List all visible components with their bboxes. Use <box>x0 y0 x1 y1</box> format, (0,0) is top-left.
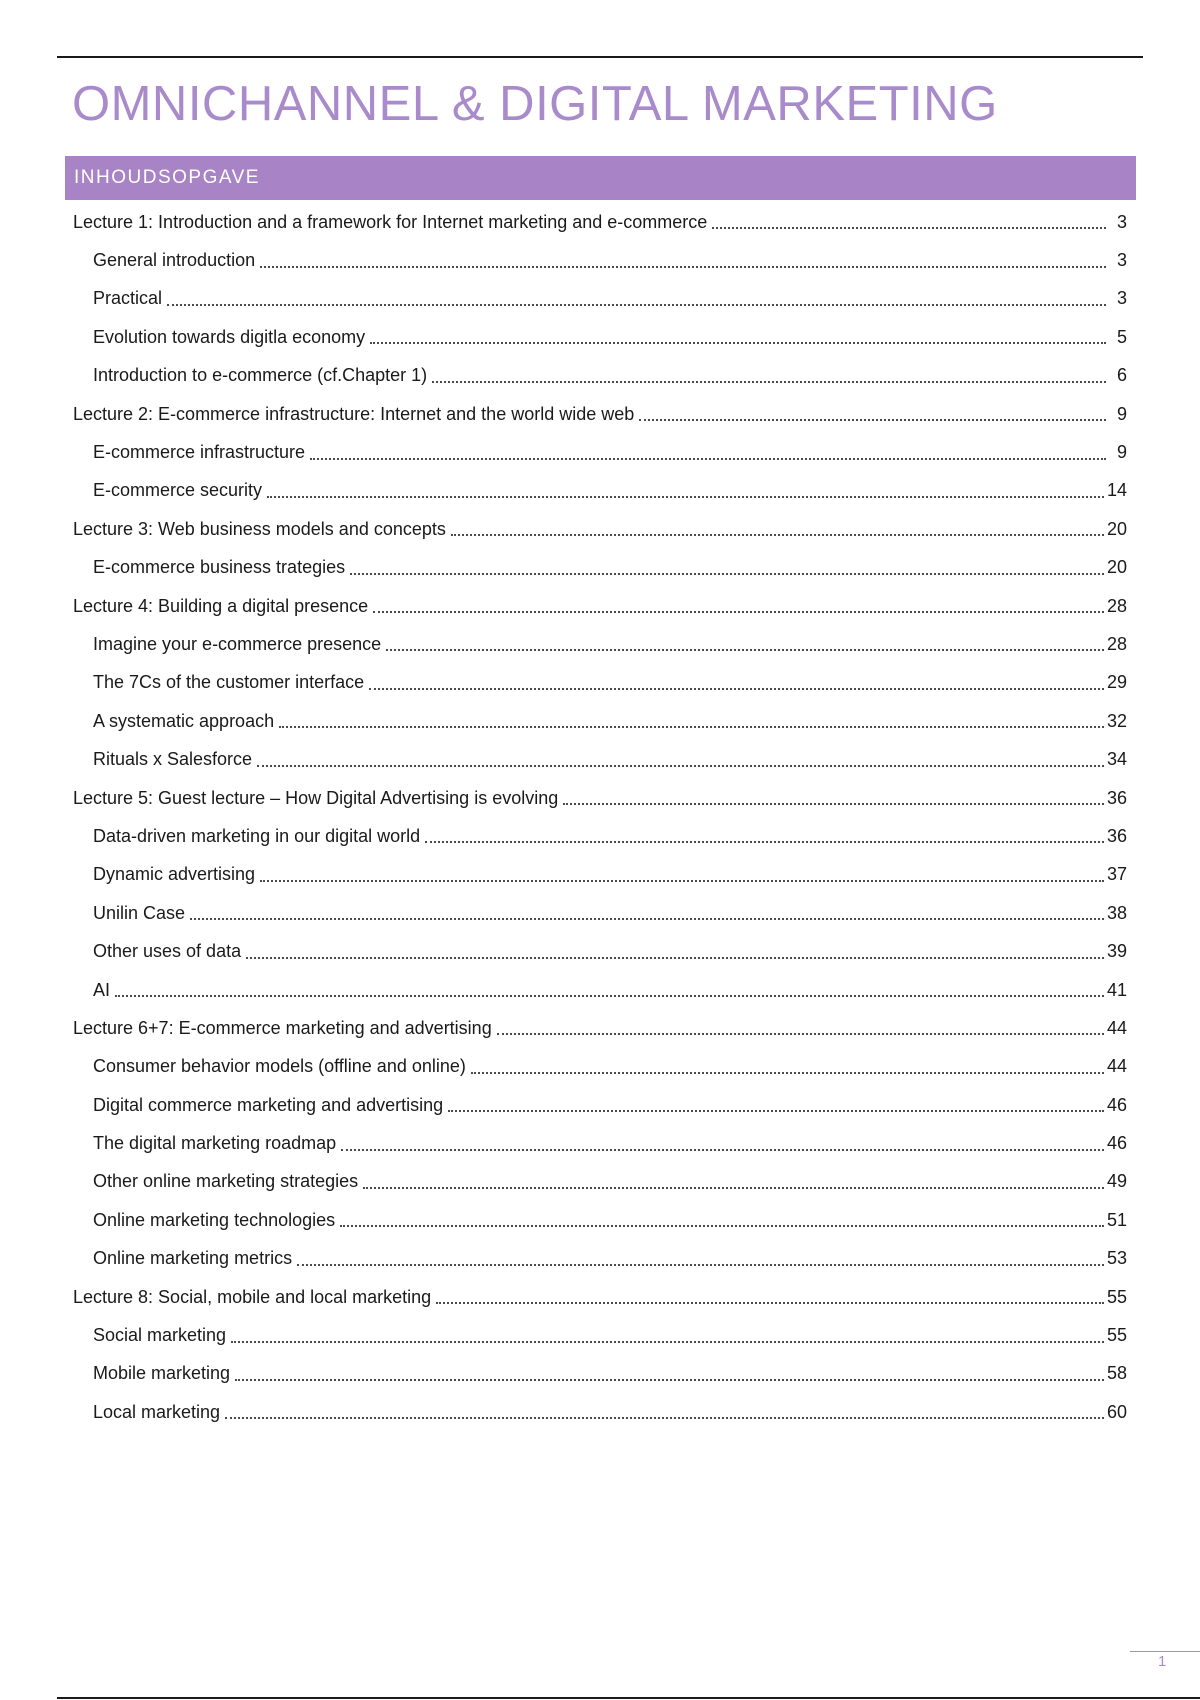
top-rule <box>57 56 1143 58</box>
toc-entry-title: The digital marketing roadmap <box>93 1133 337 1154</box>
toc-entry-section[interactable] <box>73 472 1127 510</box>
toc-entry-section[interactable] <box>73 1086 1127 1124</box>
toc-dot-leader <box>563 803 1104 805</box>
toc-entry-section[interactable] <box>73 433 1127 471</box>
toc-dot-leader <box>448 1110 1104 1112</box>
toc-dot-leader <box>167 304 1106 306</box>
toc-entry-page: 34 <box>1106 749 1127 770</box>
toc-entry-page: 58 <box>1106 1363 1127 1384</box>
toc-entry-page: 3 <box>1116 250 1127 271</box>
toc-entry-title: Online marketing metrics <box>93 1248 293 1269</box>
toc-entry-section[interactable] <box>73 894 1127 932</box>
document-title: OMNICHANNEL & DIGITAL MARKETING <box>72 77 998 131</box>
toc-entry-title: E-commerce infrastructure <box>93 442 306 463</box>
toc-entry-section[interactable] <box>73 702 1127 740</box>
toc-entry-page: 38 <box>1106 902 1127 923</box>
toc-entry-section[interactable] <box>73 1124 1127 1162</box>
toc-entry-page: 28 <box>1106 633 1127 654</box>
toc-dot-leader <box>279 726 1104 728</box>
toc-entry-section[interactable] <box>73 318 1127 356</box>
toc-entry-page: 20 <box>1106 557 1127 578</box>
toc-entry-page: 53 <box>1106 1248 1127 1269</box>
toc-entry-page: 14 <box>1106 480 1127 501</box>
toc-entry-page: 9 <box>1116 442 1127 463</box>
toc-entry-title: Introduction to e-commerce (cf.Chapter 1) <box>93 365 428 386</box>
toc-entry-title: Online marketing technologies <box>93 1209 336 1230</box>
toc-entry-page: 51 <box>1106 1209 1127 1230</box>
toc-entry-section[interactable] <box>73 625 1127 663</box>
toc-entry-title: Imagine your e-commerce presence <box>93 633 382 654</box>
toc-entry-page: 46 <box>1106 1094 1127 1115</box>
toc-dot-leader <box>225 1417 1104 1419</box>
toc-entry-section[interactable] <box>73 932 1127 970</box>
toc-dot-leader <box>115 995 1104 997</box>
toc-entry-section[interactable] <box>73 1316 1127 1354</box>
toc-dot-leader <box>471 1072 1104 1074</box>
toc-entry-section[interactable] <box>73 817 1127 855</box>
toc-entry-title: Lecture 5: Guest lecture – How Digital Advertising is evolving <box>73 787 559 808</box>
toc-entry-page: 5 <box>1116 326 1127 347</box>
toc-entry-section[interactable] <box>73 549 1127 587</box>
toc-entry-title: Lecture 4: Building a digital presence <box>73 595 369 616</box>
toc-entry-title: Lecture 6+7: E-commerce marketing and advertising <box>73 1017 492 1038</box>
table-of-contents <box>73 203 1127 1432</box>
toc-entry-section[interactable] <box>73 1201 1127 1239</box>
toc-entry-lecture[interactable] <box>73 587 1127 625</box>
toc-entry-title: E-commerce business trategies <box>93 557 346 578</box>
toc-header-bar <box>65 156 1136 200</box>
toc-entry-title: Local marketing <box>93 1401 221 1422</box>
toc-entry-title: Lecture 2: E-commerce infrastructure: Internet and the world wide web <box>73 403 635 424</box>
toc-entry-lecture[interactable] <box>73 510 1127 548</box>
toc-entry-title: Lecture 3: Web business models and concepts <box>73 518 446 539</box>
toc-entry-title: Lecture 1: Introduction and a framework for Internet marketing and e-commerce <box>73 211 708 232</box>
toc-dot-leader <box>425 841 1104 843</box>
toc-entry-title: E-commerce security <box>93 480 263 501</box>
toc-entry-title: Digital commerce marketing and advertising <box>93 1094 444 1115</box>
toc-entry-title: Other uses of data <box>93 941 242 962</box>
toc-entry-title: Mobile marketing <box>93 1363 231 1384</box>
toc-dot-leader <box>639 419 1106 421</box>
toc-entry-page: 49 <box>1106 1171 1127 1192</box>
toc-entry-page: 29 <box>1106 672 1127 693</box>
toc-dot-leader <box>451 534 1104 536</box>
toc-dot-leader <box>341 1149 1104 1151</box>
toc-dot-leader <box>350 573 1104 575</box>
toc-entry-page: 55 <box>1106 1286 1127 1307</box>
toc-dot-leader <box>340 1225 1104 1227</box>
toc-entry-page: 20 <box>1106 518 1127 539</box>
toc-entry-lecture[interactable] <box>73 395 1127 433</box>
toc-dot-leader <box>257 765 1104 767</box>
toc-entry-page: 60 <box>1106 1401 1127 1422</box>
toc-entry-title: Unilin Case <box>93 902 186 923</box>
toc-entry-title: Lecture 8: Social, mobile and local marketing <box>73 1286 432 1307</box>
toc-dot-leader <box>386 649 1104 651</box>
toc-entry-page: 28 <box>1106 595 1127 616</box>
toc-dot-leader <box>432 381 1106 383</box>
toc-dot-leader <box>373 611 1104 613</box>
toc-entry-page: 44 <box>1106 1017 1127 1038</box>
toc-dot-leader <box>231 1341 1104 1343</box>
toc-entry-title: AI <box>93 979 111 1000</box>
page-number-rule <box>1130 1651 1200 1652</box>
toc-entry-page: 9 <box>1116 403 1127 424</box>
toc-entry-page: 6 <box>1116 365 1127 386</box>
toc-entry-section[interactable] <box>73 1240 1127 1278</box>
toc-entry-section[interactable] <box>73 357 1127 395</box>
toc-dot-leader <box>497 1033 1104 1035</box>
toc-entry-section[interactable] <box>73 280 1127 318</box>
page-number: 1 <box>1158 1653 1167 1670</box>
toc-dot-leader <box>310 458 1106 460</box>
toc-entry-page: 36 <box>1106 787 1127 808</box>
toc-entry-page: 46 <box>1106 1133 1127 1154</box>
toc-dot-leader <box>260 266 1106 268</box>
toc-entry-page: 44 <box>1106 1056 1127 1077</box>
toc-heading: INHOUDSOPGAVE <box>74 167 260 188</box>
toc-entry-section[interactable] <box>73 1048 1127 1086</box>
toc-entry-title: Dynamic advertising <box>93 864 256 885</box>
toc-dot-leader <box>436 1302 1104 1304</box>
toc-entry-lecture[interactable] <box>73 1278 1127 1316</box>
toc-dot-leader <box>370 342 1106 344</box>
toc-dot-leader <box>267 496 1104 498</box>
toc-dot-leader <box>190 918 1104 920</box>
toc-entry-title: A systematic approach <box>93 710 275 731</box>
toc-entry-title: Rituals x Salesforce <box>93 749 253 770</box>
toc-entry-title: Evolution towards digitla economy <box>93 326 366 347</box>
toc-entry-section[interactable] <box>73 856 1127 894</box>
toc-entry-section[interactable] <box>73 1163 1127 1201</box>
toc-entry-page: 3 <box>1116 211 1127 232</box>
toc-entry-title: Data-driven marketing in our digital world <box>93 825 421 846</box>
toc-entry-title: The 7Cs of the customer interface <box>93 672 365 693</box>
toc-entry-page: 37 <box>1106 864 1127 885</box>
toc-entry-section[interactable] <box>73 971 1127 1009</box>
bottom-rule <box>57 1697 1200 1699</box>
toc-entry-section[interactable] <box>73 1393 1127 1431</box>
toc-entry-page: 41 <box>1106 979 1127 1000</box>
toc-entry-lecture[interactable] <box>73 779 1127 817</box>
toc-dot-leader <box>712 227 1106 229</box>
toc-entry-section[interactable] <box>73 740 1127 778</box>
toc-entry-section[interactable] <box>73 241 1127 279</box>
toc-entry-page: 39 <box>1106 941 1127 962</box>
toc-entry-title: Consumer behavior models (offline and online) <box>93 1056 466 1077</box>
toc-entry-section[interactable] <box>73 1355 1127 1393</box>
toc-dot-leader <box>260 880 1104 882</box>
toc-entry-section[interactable] <box>73 664 1127 702</box>
toc-entry-page: 55 <box>1106 1325 1127 1346</box>
toc-entry-title: Social marketing <box>93 1325 227 1346</box>
toc-entry-title: Other online marketing strategies <box>93 1171 359 1192</box>
toc-entry-lecture[interactable] <box>73 1009 1127 1047</box>
toc-entry-title: Practical <box>93 288 163 309</box>
toc-dot-leader <box>369 688 1104 690</box>
toc-dot-leader <box>246 957 1104 959</box>
toc-dot-leader <box>235 1379 1104 1381</box>
toc-entry-page: 36 <box>1106 825 1127 846</box>
toc-dot-leader <box>363 1187 1104 1189</box>
toc-entry-title: General introduction <box>93 250 256 271</box>
toc-entry-lecture[interactable] <box>73 203 1127 241</box>
toc-entry-page: 3 <box>1116 288 1127 309</box>
toc-dot-leader <box>297 1264 1104 1266</box>
toc-entry-page: 32 <box>1106 710 1127 731</box>
